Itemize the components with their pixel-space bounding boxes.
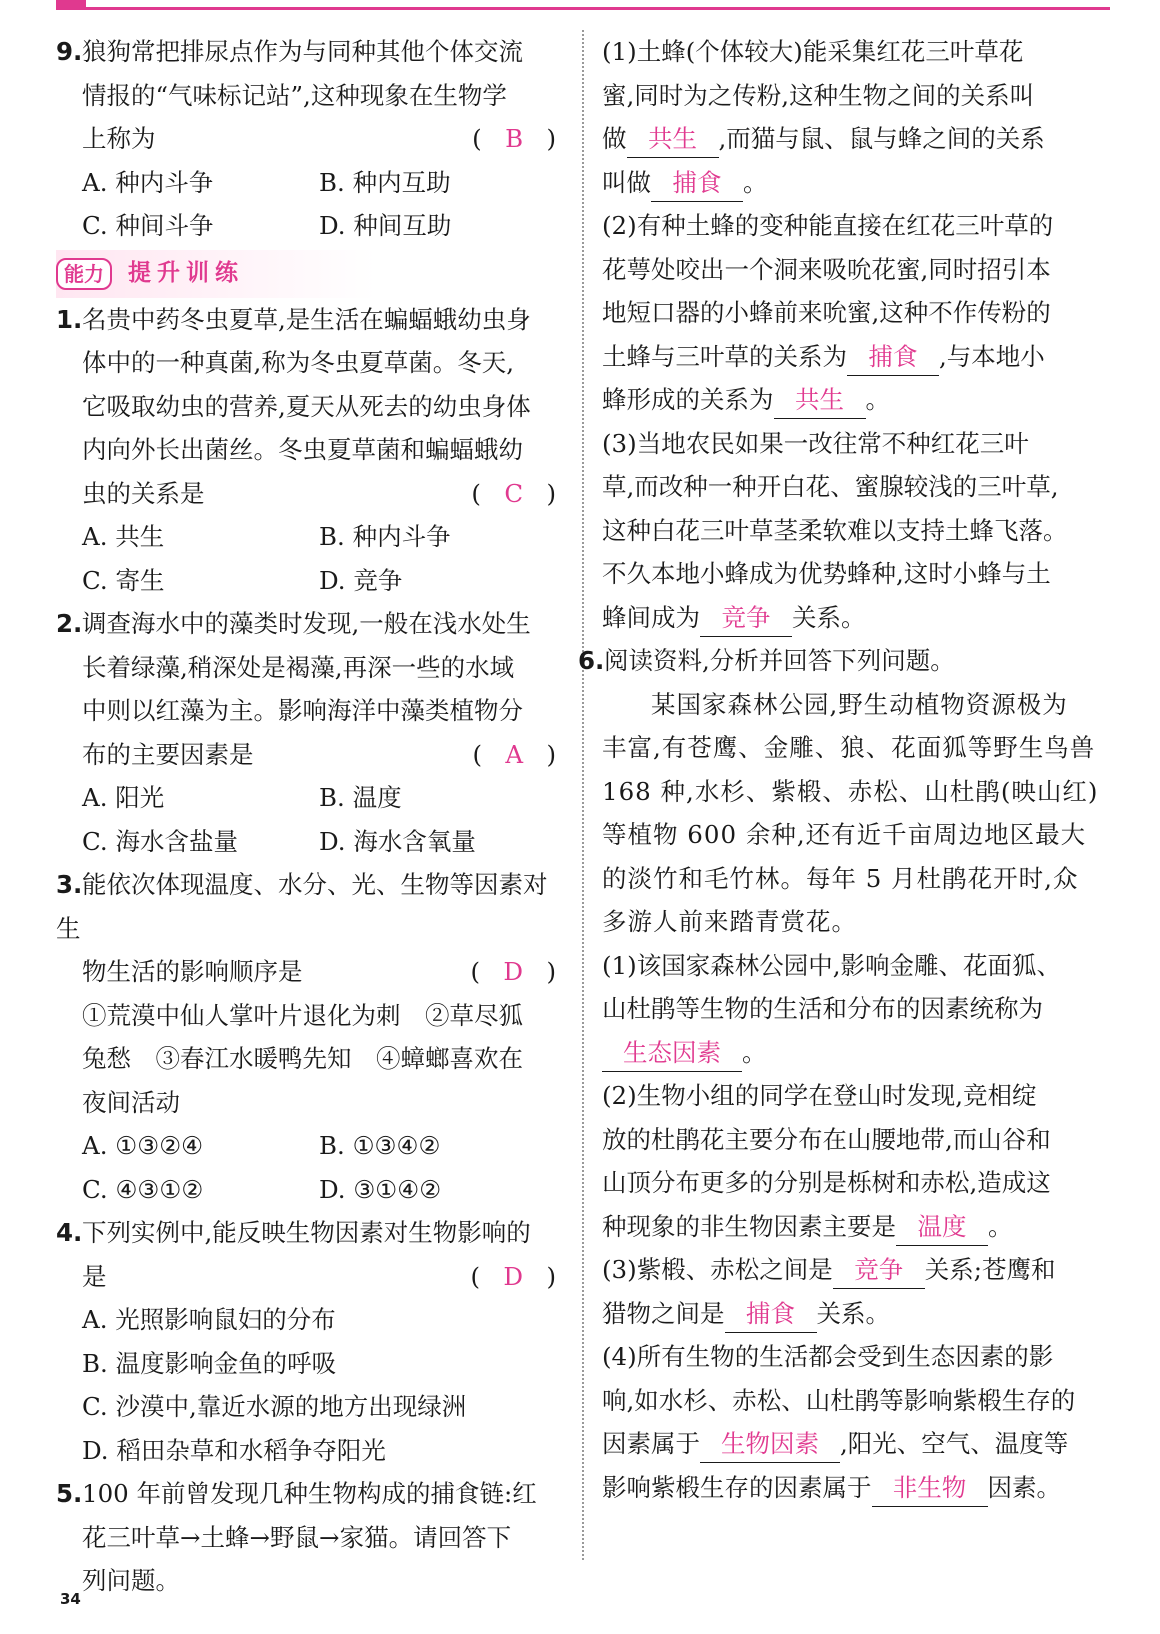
answer: D [503, 1261, 524, 1291]
question-number: 5. [56, 1479, 83, 1508]
answer-blank: 捕食 [847, 339, 939, 376]
answer-bracket: ( D ) [470, 957, 556, 986]
left-column [56, 30, 556, 1603]
answer-blank: 竞争 [833, 1252, 925, 1289]
column-divider [582, 30, 584, 1560]
option: B. ①③④② [319, 1131, 441, 1160]
answer-bracket: ( D ) [470, 1261, 556, 1291]
answer-bracket: ( A ) [472, 739, 556, 769]
option: B. 温度 [319, 783, 402, 812]
option: D. ③①④② [319, 1174, 442, 1204]
answer-blank: 温度 [896, 1209, 988, 1246]
question-number: 9. [56, 37, 83, 66]
option: C. 沙漠中,靠近水源的地方出现绿洲 [82, 1392, 467, 1421]
option: B. 种内互助 [319, 167, 451, 197]
option: A. 阳光 [82, 783, 165, 812]
option: A. 共生 [82, 522, 165, 551]
option: D. 竞争 [319, 565, 403, 595]
answer: D [503, 957, 524, 986]
section-title: 提升训练 [128, 259, 244, 286]
question-number: 4. [56, 1218, 83, 1247]
option: C. 海水含盐量 [82, 826, 238, 856]
answer: C [504, 478, 524, 508]
question-5-part-2: (2)有种土蜂的变种能直接在红花三叶草的 花萼处咬出一个洞来吸吮花蜜,同时招引本 地短口器的小蜂前来吮蜜,这种不作传粉的 土蜂与三叶草的关系为 捕食 ,与本地小 蜂形成的关系为 共生 。 [602, 204, 1110, 422]
answer-bracket: ( B ) [472, 124, 556, 153]
answer-bracket: ( C ) [471, 478, 556, 508]
option: B. 温度影响金鱼的呼吸 [82, 1348, 337, 1378]
answer-blank: 捕食 [651, 165, 743, 202]
answer: B [505, 124, 524, 153]
answer-blank: 共生 [627, 121, 719, 158]
question-4: 4.下列实例中,能反映生物因素对生物影响的 是 ( D ) A. 光照影响鼠妇的分布 B. 温度影响金鱼的呼吸 C. 沙漠中,靠近水源的地方出现绿洲 D. 稻田杂草和水稻争夺阳光 [56, 1211, 556, 1472]
question-6-part-4: (4)所有生物的生活都会受到生态因素的影 响,如水杉、赤松、山杜鹃等影响紫椴生存的 因素属于 生物因素 ,阳光、空气、温度等 影响紫椴生存的因素属于 非生物 因素。 [602, 1335, 1110, 1509]
answer-blank: 非生物 [872, 1470, 988, 1507]
option: C. 种间斗争 [82, 211, 214, 240]
question-5-part-3: (3)当地农民如果一改往常不种红花三叶 草,而改种一种开白花、蜜腺较浅的三叶草, 这种白花三叶草茎柔软难以支持土蜂飞落。 不久本地小蜂成为优势蜂种,这时小蜂与土 蜂间成为 竞争 关系。 [602, 422, 1110, 640]
answer: A [505, 739, 524, 769]
question-6-part-1: (1)该国家森林公园中,影响金雕、花面狐、 山杜鹃等生物的生活和分布的因素统称为 生态因素 。 [602, 944, 1110, 1075]
option: D. 种间互助 [319, 211, 452, 240]
header-rule [56, 7, 1110, 10]
question-number: 3. [56, 870, 83, 899]
question-6: 6.阅读资料,分析并回答下列问题。 [578, 639, 1110, 683]
question-6-part-2: (2)生物小组的同学在登山时发现,竞相绽 放的杜鹃花主要分布在山腰地带,而山谷和 山顶分布更多的分别是栎树和赤松,造成这 种现象的非生物因素主要是 温度 。 [602, 1074, 1110, 1248]
reading-passage: 某国家森林公园,野生动植物资源极为 丰富,有苍鹰、金雕、狼、花面狐等野生鸟兽 168 种,水杉、紫椴、赤松、山杜鹃(映山红) 等植物 600 余种,还有近千亩周边地区最大 的淡竹和毛竹林。每年 5 月杜鹃花开时,众 多游人前来踏青赏花。 [602, 689, 1099, 936]
answer-blank: 生态因素 [602, 1035, 742, 1072]
question-5: 5.100 年前曾发现几种生物构成的捕食链:红 花三叶草→土蜂→野鼠→家猫。请回答下 列问题。 [56, 1472, 556, 1603]
option: A. 种内斗争 [82, 167, 214, 197]
question-2: 2.调查海水中的藻类时发现,一般在浅水处生 长着绿藻,稍深处是褐藻,再深一些的水域 中则以红藻为主。影响海洋中藻类植物分 布的主要因素是 ( A ) A. 阳光 B. 温度 C. 海水含盐量 D. 海水含氧量 [56, 602, 556, 863]
answer-blank: 生物因素 [700, 1426, 840, 1463]
question-number: 2. [56, 609, 83, 638]
question-number: 6. [578, 646, 605, 675]
option: C. ④③①② [82, 1174, 204, 1204]
page-number: 34 [60, 1590, 81, 1608]
answer-blank: 竞争 [700, 600, 792, 637]
option: C. 寄生 [82, 565, 165, 595]
section-header [56, 250, 376, 298]
question-3: 3.能依次体现温度、水分、光、生物等因素对生 物生活的影响顺序是 ( D ) ①荒漠中仙人掌叶片退化为刺 ②草尽狐 兔愁 ③春江水暖鸭先知 ④蟑螂喜欢在 夜间活动 A. ①③②④ B. ①③④② C. ④③①② D. ③①④② [56, 863, 556, 1211]
right-column [578, 30, 1110, 1509]
question-1: 1.名贵中药冬虫夏草,是生活在蝙蝠蛾幼虫身 体中的一种真菌,称为冬虫夏草菌。冬天, 它吸取幼虫的营养,夏天从死去的幼虫身体 内向外长出菌丝。冬虫夏草菌和蝙蝠蛾幼 虫的关系是 ( C ) A. 共生 B. 种内斗争 C. 寄生 D. 竞争 [56, 298, 556, 603]
option: D. 稻田杂草和水稻争夺阳光 [82, 1435, 386, 1465]
section-badge: 能力 [56, 258, 112, 290]
option: A. 光照影响鼠妇的分布 [82, 1305, 336, 1334]
question-9: 9.狼狗常把排尿点作为与同种其他个体交流 情报的“气味标记站”,这种现象在生物学 上称为 ( B ) A. 种内斗争 B. 种内互助 C. 种间斗争 D. 种间互助 [56, 30, 556, 248]
option: A. ①③②④ [82, 1131, 204, 1160]
answer-blank: 捕食 [725, 1296, 817, 1333]
answer-blank: 共生 [774, 382, 866, 419]
question-5-part-1: (1)土蜂(个体较大)能采集红花三叶草花 蜜,同时为之传粉,这种生物之间的关系叫 做 共生 ,而猫与鼠、鼠与蜂之间的关系 叫做 捕食 。 [602, 30, 1110, 204]
option: D. 海水含氧量 [319, 826, 476, 856]
question-number: 1. [56, 304, 83, 334]
option: B. 种内斗争 [319, 522, 451, 551]
question-6-part-3: (3)紫椴、赤松之间是 竞争 关系;苍鹰和 猎物之间是 捕食 关系。 [602, 1248, 1110, 1335]
